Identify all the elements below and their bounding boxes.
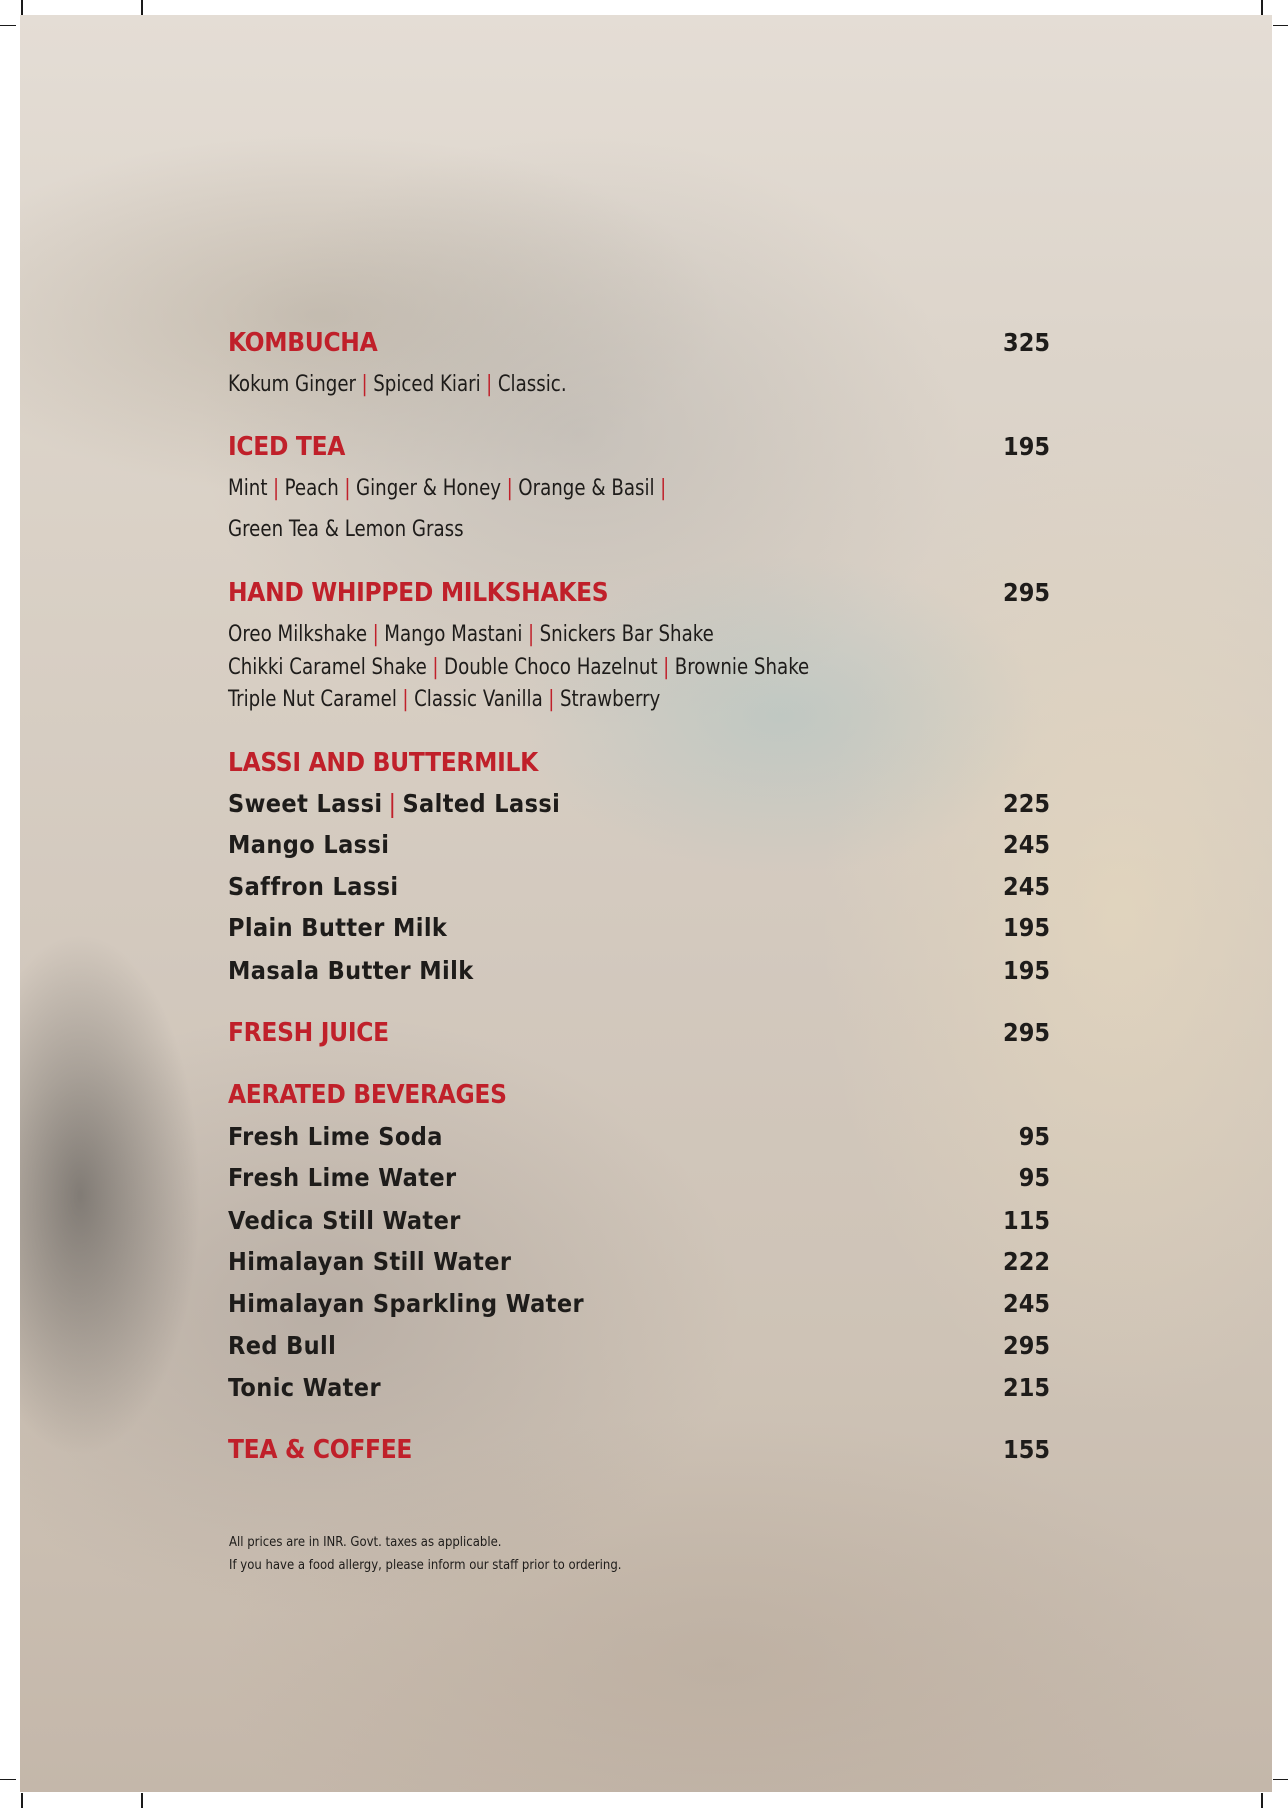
section-header [228, 1077, 1050, 1113]
variant: Kokum Ginger [228, 372, 357, 397]
menu-item [228, 910, 1050, 946]
separator: | [527, 622, 535, 647]
price: 155 [1003, 1435, 1050, 1464]
price: 195 [1003, 432, 1050, 461]
variant-list [228, 620, 714, 650]
item-name: Red Bull [228, 1331, 337, 1360]
crop-mark [1273, 1779, 1288, 1780]
section-header [228, 745, 1050, 781]
section-header [228, 1432, 1050, 1468]
crop-mark [141, 0, 143, 15]
section-header [228, 575, 1050, 611]
price: 325 [1003, 328, 1050, 357]
menu-content [20, 15, 1272, 1792]
crop-mark [1261, 0, 1263, 15]
price: 245 [1003, 1289, 1050, 1318]
item-name: Masala Butter Milk [228, 956, 474, 985]
crop-mark [0, 25, 16, 26]
variant: Classic Vanilla [414, 687, 543, 712]
variant: Spiced Kiari [373, 372, 481, 397]
variant: Double Choco Hazelnut [444, 655, 658, 680]
menu-item [228, 786, 1050, 822]
section-title: LASSI AND BUTTERMILK [228, 748, 538, 778]
separator: | [361, 372, 368, 397]
crop-mark [21, 1793, 23, 1808]
separator: | [663, 655, 670, 680]
variant: Oreo Milkshake [228, 622, 368, 647]
separator: | [660, 476, 667, 501]
item-name: Plain Butter Milk [228, 913, 448, 942]
variant-list [228, 653, 809, 683]
section-title: KOMBUCHA [228, 328, 378, 358]
variant: Chikki Caramel Shake [228, 655, 427, 680]
price: 225 [1003, 789, 1050, 818]
section-header [228, 429, 1050, 465]
variant-list [228, 474, 672, 504]
item-name: Himalayan Still Water [228, 1247, 512, 1276]
menu-item [228, 1370, 1050, 1406]
separator: | [486, 372, 493, 397]
price: 195 [1003, 956, 1050, 985]
variant: Orange & Basil [518, 476, 655, 501]
price: 115 [1003, 1206, 1050, 1235]
footer-note-allergy: If you have a food allergy, please inform our staff prior to ordering. [229, 1558, 622, 1573]
price: 95 [1018, 1122, 1050, 1151]
item-name-part: Sweet Lassi [228, 789, 383, 818]
price: 222 [1003, 1247, 1050, 1276]
price: 295 [1003, 1018, 1050, 1047]
variant: Strawberry [559, 687, 661, 712]
item-name: Fresh Lime Soda [228, 1122, 443, 1151]
item-name: Mango Lassi [228, 830, 390, 859]
menu-item [228, 1119, 1050, 1155]
section-title: HAND WHIPPED MILKSHAKES [228, 578, 609, 608]
menu-item [228, 827, 1050, 863]
section-header [228, 1015, 1050, 1051]
separator: | [388, 789, 397, 818]
crop-mark [0, 1779, 16, 1780]
section-title: ICED TEA [228, 432, 346, 462]
menu-item [228, 1203, 1050, 1239]
section-title: TEA & COFFEE [228, 1435, 413, 1465]
item-name: Saffron Lassi [228, 872, 399, 901]
item-name: Vedica Still Water [228, 1206, 461, 1235]
footer-note-prices: All prices are in INR. Govt. taxes as applicable. [229, 1535, 502, 1550]
variant: Ginger & Honey [355, 476, 502, 501]
menu-item [228, 1160, 1050, 1196]
item-name: Tonic Water [228, 1373, 381, 1402]
section-header [228, 325, 1050, 361]
variant: Snickers Bar Shake [539, 622, 714, 647]
section-title: AERATED BEVERAGES [228, 1080, 507, 1110]
variant: Mint [228, 476, 268, 501]
crop-mark [21, 0, 23, 15]
section-title: FRESH JUICE [228, 1018, 389, 1048]
item-name [228, 786, 560, 822]
separator: | [344, 476, 351, 501]
item-name: Fresh Lime Water [228, 1163, 457, 1192]
crop-mark [1273, 25, 1288, 26]
variant-list [228, 515, 464, 545]
variant: Triple Nut Caramel [228, 687, 397, 712]
separator: | [372, 622, 379, 647]
separator: | [432, 655, 439, 680]
item-name-part: Salted Lassi [402, 789, 561, 818]
variant: Peach [284, 476, 339, 501]
variant-list [228, 370, 567, 400]
price: 215 [1003, 1373, 1050, 1402]
price: 245 [1003, 872, 1050, 901]
variant: Green Tea & Lemon Grass [228, 517, 464, 542]
crop-mark [141, 1793, 143, 1808]
separator: | [272, 476, 280, 501]
menu-page [20, 15, 1272, 1792]
separator: | [402, 687, 409, 712]
menu-item [228, 1244, 1050, 1280]
price: 295 [1003, 578, 1050, 607]
item-name: Himalayan Sparkling Water [228, 1289, 584, 1318]
menu-item [228, 1328, 1050, 1364]
menu-item [228, 953, 1050, 989]
price: 195 [1003, 913, 1050, 942]
price: 95 [1018, 1163, 1050, 1192]
variant: Classic. [497, 372, 567, 397]
separator: | [548, 687, 555, 712]
variant-list [228, 685, 660, 715]
price: 295 [1003, 1331, 1050, 1360]
separator: | [506, 476, 513, 501]
crop-mark [1261, 1793, 1263, 1808]
menu-item [228, 1286, 1050, 1322]
variant: Mango Mastani [384, 622, 523, 647]
menu-item [228, 869, 1050, 905]
variant: Brownie Shake [674, 655, 810, 680]
price: 245 [1003, 830, 1050, 859]
